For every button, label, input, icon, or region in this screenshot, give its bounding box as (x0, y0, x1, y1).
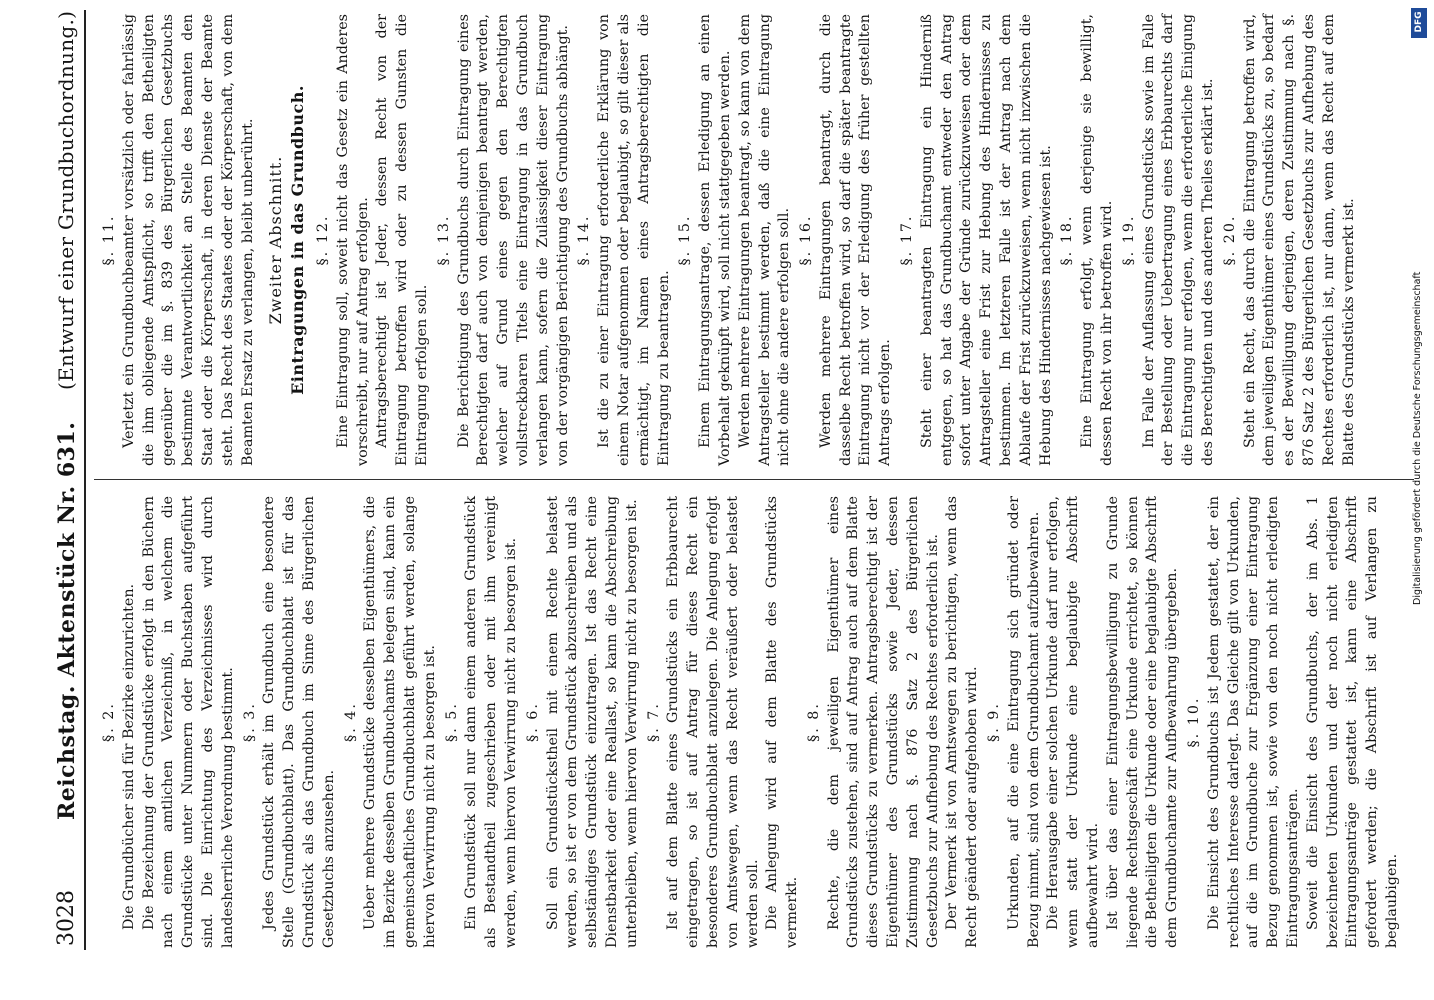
section-paragraph: Die Anlegung wird auf dem Blatte des Grundstücks vermerkt. (764, 496, 801, 948)
section-heading: §. 11. (101, 214, 117, 266)
section-paragraph: Jedes Grundstück erhält im Grundbuch eine besondere Stelle (Grundbuchblatt). Das Grundbuchblatt ist für das Grundstück als das Grundbuch im Sinne des Bürgerlichen Gesetzbuchs anzusehen. (261, 496, 337, 948)
section-paragraph: Der Vermerk ist von Amtswegen zu berichtigen, wenn das Recht geändert oder aufgehoben wird. (944, 496, 981, 948)
section-heading: §. 9. (986, 702, 1003, 742)
section-paragraph: Verletzt ein Grundbuchbeamter vorsätzlich oder fahrlässig die ihm obliegende Amtspflicht, so trifft den Betheiligten gegenüber die im §. 839 des Bürgerlichen Gesetzbuchs bestimmte Verantwortlichkeit an Stelle des Beamten den Staat oder die Körperschaft, in deren Dienste der Beamte steht. Das Recht des Staates oder der Körperschaft, von dem Beamten Ersatz zu verlangen, bleibt unberührt. (120, 14, 256, 466)
section-paragraph: Rechte, die dem jeweiligen Eigenthümer eines Grundstücks zustehen, sind auf Antrag auch auf dem Blatte dieses Grundstücks zu vermerken. Antragsberechtigt ist der Eigenthümer des Grundstücks sowie Jeder, dessen Zustimmung nach §. 876 Satz 2 des Bürgerlichen Gesetzbuchs zur Aufhebung des Rechtes erforderlich ist. (825, 496, 941, 948)
section-heading: §. 7. (645, 702, 662, 742)
section-paragraph: Ein Grundstück soll nur dann einem anderen Grundstück als Bestandtheil zugeschrieben oder mit ihm vereinigt werden, wenn hiervon Verwirrung nicht zu besorgen ist. (463, 496, 519, 948)
column-divider (94, 479, 1414, 480)
section-paragraph: Soll ein Grundstückstheil mit einem Rechte belastet werden, so ist er von dem Grundstück abzuschreiben und als selbständiges Grundstück einzutragen. Ist das Recht eine Dienstbarkeit oder eine Reallast, so kann die Abschreibung unterbleiben, wenn hiervon Verwirrung nicht zu besorgen ist. (544, 496, 640, 948)
section-paragraph: Eine Eintragung soll, soweit nicht das Gesetz ein Anderes vorschreibt, nur auf Antrag erfolgen. (334, 14, 371, 466)
section-paragraph: Die Berichtigung des Grundbuchs durch Eintragung eines Berechtigten darf auch von demjenigen beantragt werden, welcher auf Grund eines gegen den Berechtigten vollstreckbaren Titels eine Eintragung in das Grundbuch verlangen kann, sofern die Zulässigkeit dieser Eintragung von der vorgängigen Berichtigung des Grundbuchs abhängt. (455, 14, 571, 466)
section-paragraph: Einem Eintragungsantrage, dessen Erledigung an einen Vorbehalt geknüpft wird, soll nicht stattgegeben werden. (697, 14, 733, 466)
section-heading: §. 8. (805, 702, 822, 742)
section-paragraph: Im Falle der Auflassung eines Grundstücks sowie im Falle der Bestellung oder Uebertragung eines Erbbaurechts darf die Eintragung nur erfolgen, wenn die erforderliche Einigung des Berechtigten und des anderen Theiles erklärt ist. (1140, 14, 1217, 466)
dfg-logo (1411, 8, 1427, 38)
part-heading: Zweiter Abschnitt. (266, 155, 286, 325)
section-heading: §. 18. (1059, 214, 1076, 266)
section-paragraph: Steht einer beantragten Eintragung ein Hinderniß entgegen, so hat das Grundbuchamt entweder den Antrag sofort unter Angabe der Gründe zurückzuweisen oder dem Antragsteller eine Frist zur Hebung des Hindernisses zu bestimmen. Im letzteren Falle ist der Antrag nach dem Ablaufe der Frist zurückzuweisen, wenn nicht inzwischen die Hebung des Hindernisses nachgewiesen ist. (918, 14, 1054, 466)
section-paragraph: Ist über das einer Eintragungsbewilligung zu Grunde liegende Rechtsgeschäft eine Urkunde errichtet, so können die Betheiligten die Urkunde oder eine beglaubigte Abschrift dem Grundbuchamte zur Aufbewahrung übergeben. (1104, 496, 1181, 948)
page-header (50, 10, 86, 950)
section-heading: §. 6. (524, 702, 541, 742)
section-heading: §. 3. (241, 702, 258, 742)
section-heading: §. 5. (443, 702, 460, 742)
section-paragraph: Ist auf dem Blatte eines Grundstücks ein Erbbaurecht eingetragen, so ist auf Antrag für dieses Recht ein besonderes Grundbuchblatt anzulegen. Die Anlegung erfolgt von Amtswegen, wenn das Recht veräußert oder belastet werden soll. (665, 496, 761, 948)
section-heading: §. 17. (899, 214, 916, 266)
section-heading: §. 16. (798, 214, 815, 266)
section-paragraph: Die Grundbücher sind für Bezirke einzurichten. (120, 583, 137, 930)
section-paragraph: Ist die zu einer Eintragung erforderliche Erklärung von einem Notar aufgenommen oder beglaubigt, so gilt dieser als ermächtigt, im Namen eines Antragsberechtigten die Eintragung zu beantragen. (596, 14, 672, 466)
header-rule (84, 10, 86, 950)
rotated-page (50, 10, 1420, 950)
section-paragraph: Antragsberechtigt ist Jeder, dessen Recht von der Eintragung betroffen wird oder zu dessen Gunsten die Eintragung erfolgen soll. (374, 14, 430, 466)
section-heading: §. 12. (314, 214, 331, 266)
section-paragraph: Eine Eintragung erfolgt, wenn derjenige sie bewilligt, dessen Recht von ihr betroffen wird. (1079, 14, 1116, 466)
section-heading: §. 4. (342, 702, 359, 742)
section-paragraph: Urkunden, auf die eine Eintragung sich gründet oder Bezug nimmt, sind von dem Grundbuchamt aufzubewahren. (1005, 496, 1042, 948)
section-paragraph: Steht ein Recht, das durch die Eintragung betroffen wird, dem jeweiligen Eigenthümer eines Grundstücks zu, so bedarf es der Bewilligung derjenigen, deren Zustimmung nach §. 876 Satz 2 des Bürgerlichen Gesetzbuchs zur Aufhebung des Rechtes erforderlich ist, nur dann, wenn das Recht auf dem Blatte des Grundstücks vermerkt ist. (1241, 14, 1357, 466)
section-paragraph: Die Einsicht des Grundbuchs ist Jedem gestattet, der ein rechtliches Interesse darlegt. Das Gleiche gilt von Urkunden, auf die im Grundbuche zur Ergänzung einer Eintragung Bezug genommen ist, sowie von den noch nicht erledigten Eintragungsanträgen. (1205, 496, 1302, 948)
section-heading: §. 10. (1186, 696, 1203, 748)
section-paragraph: Werden mehrere Eintragungen beantragt, durch die dasselbe Recht betroffen wird, so darf die später beantragte Eintragung nicht vor der Erledigung des früher gestellten Antrags erfolgen. (817, 14, 894, 466)
section-paragraph: Werden mehrere Eintragungen beantragt, so kann von dem Antragsteller bestimmt werden, daß die eine Eintragung nicht ohne die andere erfolgen soll. (736, 14, 793, 466)
digitization-note: Digitalisierung gefördert durch die Deutsche Forschungsgemeinschaft (1412, 271, 1423, 605)
section-heading: §. 13. (435, 214, 452, 266)
dfg-logo-text: DFG (1414, 11, 1424, 33)
section-paragraph: Die Herausgabe einer solchen Urkunde darf nur erfolgen, wenn statt der Urkunde eine beglaubigte Abschrift aufbewahrt wird. (1045, 496, 1102, 948)
section-paragraph: Ueber mehrere Grundstücke desselben Eigenthümers, die im Bezirke desselben Grundbuchamts belegen sind, kann ein gemeinschaftliches Grundbuchblatt geführt werden, solange hiervon Verwirrung nicht zu besorgen ist. (362, 496, 438, 948)
section-heading: §. 2. (101, 702, 117, 742)
section-heading: §. 19. (1120, 214, 1137, 266)
document-subtitle: (Entwurf einer Grundbuchordnung.) (54, 10, 78, 390)
page-number: 3028 (54, 890, 79, 946)
section-heading: §. 20. (1221, 214, 1238, 266)
section-paragraph: Die Bezeichnung der Grundstücke erfolgt in den Büchern nach einem amtlichen Verzeichniß, in welchem die Grundstücke unter Nummern oder Buchstaben aufgeführt sind. Die Einrichtung des Verzeichnisses wird durch landesherrliche Verordnung bestimmt. (140, 496, 236, 948)
section-heading: §. 15. (677, 214, 694, 266)
section-paragraph: Soweit die Einsicht des Grundbuchs, der im Abs. 1 bezeichneten Urkunden und der noch nicht erledigten Eintragungsanträge gestattet ist, kann eine Abschrift gefordert werden; die Abschrift ist auf Verlangen zu beglaubigen. (1304, 496, 1400, 948)
document-title: Reichstag. Aktenstück Nr. 631. (54, 421, 80, 820)
left-column (98, 496, 1403, 948)
part-title: Eintragungen in das Grundbuch. (288, 85, 308, 395)
digitization-sidebar (1408, 0, 1430, 1000)
section-heading: §. 14. (576, 214, 593, 266)
right-column (98, 14, 1359, 466)
